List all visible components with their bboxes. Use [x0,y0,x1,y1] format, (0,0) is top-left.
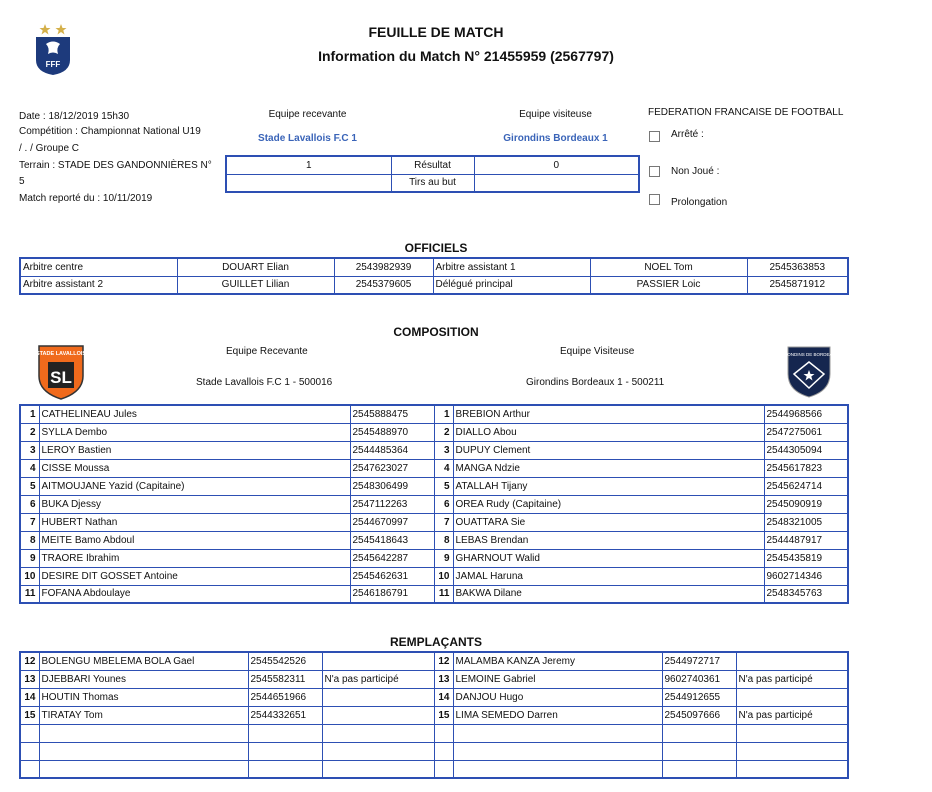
table-row [20,706,848,724]
away-sub-id [662,724,736,742]
match-terrain-1: Terrain : STADE DES GANDONNIÈRES N° [19,160,212,171]
composition-table [19,404,849,604]
table-row [20,477,848,495]
match-date: Date : 18/12/2019 15h30 [19,111,130,122]
home-player-number: 5 [20,477,39,495]
home-sub-note: N'a pas participé [322,670,434,688]
away-player-id: 2544487917 [764,531,848,549]
score-table [225,155,640,193]
away-player-id: 2544968566 [764,405,848,423]
home-sub-note [322,688,434,706]
table-row [20,549,848,567]
home-player-number: 9 [20,549,39,567]
svg-text:GIRONDINS DE BORDEAUX: GIRONDINS DE BORDEAUX [779,352,839,357]
away-sub-id: 2544972717 [662,652,736,670]
home-player-number: 2 [20,423,39,441]
page-subtitle: Information du Match N° 21455959 (2567797) [318,48,614,64]
home-sub-name: DJEBBARI Younes [39,670,248,688]
away-player-number: 9 [434,549,453,567]
home-player-id: 2545418643 [350,531,434,549]
home-player-name: LEROY Bastien [39,441,350,459]
away-sub-id [662,742,736,760]
away-sub-number: 13 [434,670,453,688]
table-row [20,459,848,477]
prolongation-label: Prolongation [671,197,728,208]
away-player-id: 2547275061 [764,423,848,441]
official-name: DOUART Elian [177,258,334,276]
away-player-name: ATALLAH Tijany [453,477,764,495]
away-player-number: 2 [434,423,453,441]
away-sub-name [453,760,662,778]
official-name: NOEL Tom [590,258,747,276]
table-row [20,652,848,670]
away-player-name: MANGA Ndzie [453,459,764,477]
away-player-name: BREBION Arthur [453,405,764,423]
composition-title: COMPOSITION [393,325,479,339]
match-competition-1: Compétition : Championnat National U19 [19,126,201,137]
home-player-name: TRAORE Ibrahim [39,549,350,567]
away-team-name: Girondins Bordeaux 1 [503,133,608,144]
away-player-id: 2545617823 [764,459,848,477]
home-player-number: 4 [20,459,39,477]
away-sub-note: N'a pas participé [736,706,848,724]
table-row [20,742,848,760]
home-player-id: 2547112263 [350,495,434,513]
home-sub-id: 2545542526 [248,652,322,670]
home-player-number: 11 [20,585,39,603]
away-sub-note [736,724,848,742]
away-sub-id [662,760,736,778]
table-row [20,441,848,459]
away-sub-note [736,688,848,706]
away-player-id: 2545090919 [764,495,848,513]
official-name: GUILLET Lilian [177,276,334,294]
home-sub-id [248,760,322,778]
home-player-number: 6 [20,495,39,513]
official-role: Arbitre centre [20,258,177,276]
away-sub-number [434,760,453,778]
away-sub-id: 2545097666 [662,706,736,724]
away-sub-id: 2544912655 [662,688,736,706]
away-player-number: 8 [434,531,453,549]
table-row [20,531,848,549]
svg-text:FFF: FFF [45,60,61,69]
away-sub-note [736,760,848,778]
away-player-number: 4 [434,459,453,477]
home-sub-name [39,760,248,778]
home-sub-id: 2545582311 [248,670,322,688]
official-id: 2545379605 [334,276,433,294]
official-id: 2543982939 [334,258,433,276]
home-player-name: HUBERT Nathan [39,513,350,531]
home-sub-name [39,724,248,742]
away-player-name: LEBAS Brendan [453,531,764,549]
away-player-name: OREA Rudy (Capitaine) [453,495,764,513]
away-sub-note [736,652,848,670]
table-row [20,567,848,585]
home-player-id: 2545888475 [350,405,434,423]
away-player-number: 6 [434,495,453,513]
official-role: Arbitre assistant 1 [433,258,590,276]
away-team-id: Girondins Bordeaux 1 - 500211 [526,377,665,388]
non-joue-label: Non Joué : [671,166,720,177]
away-player-id: 2548345763 [764,585,848,603]
home-player-name: SYLLA Dembo [39,423,350,441]
home-player-number: 3 [20,441,39,459]
home-player-name: CISSE Moussa [39,459,350,477]
officials-row [20,258,848,276]
away-player-name: OUATTARA Sie [453,513,764,531]
home-player-id: 2547623027 [350,459,434,477]
home-player-name: CATHELINEAU Jules [39,405,350,423]
away-player-number: 3 [434,441,453,459]
prolongation-checkbox[interactable] [649,194,660,205]
away-sub-name: DANJOU Hugo [453,688,662,706]
table-row [20,724,848,742]
home-recevante-label: Equipe Recevante [226,346,308,357]
away-sub-number: 12 [434,652,453,670]
home-player-id: 2544670997 [350,513,434,531]
home-sub-note [322,706,434,724]
away-sub-number [434,724,453,742]
official-id: 2545871912 [747,276,848,294]
home-sub-note [322,742,434,760]
arrete-label: Arrêté : [671,129,704,140]
away-player-id: 9602714346 [764,567,848,585]
official-name: PASSIER Loic [590,276,747,294]
home-score: 1 [226,156,391,174]
home-sub-note [322,652,434,670]
away-label: Equipe visiteuse [519,109,592,120]
home-sub-number [20,724,39,742]
away-sub-name [453,724,662,742]
away-player-name: BAKWA Dilane [453,585,764,603]
home-player-name: DESIRE DIT GOSSET Antoine [39,567,350,585]
away-player-name: JAMAL Haruna [453,567,764,585]
away-player-name: GHARNOUT Walid [453,549,764,567]
table-row [20,495,848,513]
table-row [20,405,848,423]
away-sub-number: 14 [434,688,453,706]
home-sub-number: 12 [20,652,39,670]
match-terrain-2: 5 [19,176,25,187]
bordeaux-logo [779,344,839,398]
home-player-id: 2548306499 [350,477,434,495]
home-sub-name [39,742,248,760]
home-sub-number: 13 [20,670,39,688]
table-row [20,585,848,603]
away-sub-number: 15 [434,706,453,724]
away-player-number: 1 [434,405,453,423]
away-player-id: 2548321005 [764,513,848,531]
away-sub-id: 9602740361 [662,670,736,688]
home-player-name: BUKA Djessy [39,495,350,513]
away-player-number: 10 [434,567,453,585]
home-player-name: AITMOUJANE Yazid (Capitaine) [39,477,350,495]
official-role: Délégué principal [433,276,590,294]
shootout-label: Tirs au but [391,174,474,192]
away-sub-name: LIMA SEMEDO Darren [453,706,662,724]
away-score: 0 [474,156,639,174]
away-player-name: DIALLO Abou [453,423,764,441]
away-sub-note [736,742,848,760]
home-sub-number: 15 [20,706,39,724]
home-sub-number [20,760,39,778]
away-player-id: 2545624714 [764,477,848,495]
home-sub-name: HOUTIN Thomas [39,688,248,706]
home-sub-number: 14 [20,688,39,706]
substitutes-title: REMPLAÇANTS [390,635,482,649]
svg-text:SL: SL [50,368,72,387]
home-player-number: 7 [20,513,39,531]
officials-table [19,257,849,295]
result-label: Résultat [391,156,474,174]
home-sub-name: TIRATAY Tom [39,706,248,724]
home-sub-note [322,760,434,778]
match-reported: Match reporté du : 10/11/2019 [19,193,153,204]
home-sub-id [248,742,322,760]
home-player-number: 1 [20,405,39,423]
table-row [20,688,848,706]
away-player-id: 2545435819 [764,549,848,567]
home-sub-number [20,742,39,760]
away-sub-name [453,742,662,760]
home-player-id: 2545462631 [350,567,434,585]
home-player-name: FOFANA Abdoulaye [39,585,350,603]
laval-logo [36,342,86,400]
home-sub-note [322,724,434,742]
away-visiteuse-label: Equipe Visiteuse [560,346,635,357]
home-team-name: Stade Lavallois F.C 1 [258,133,357,144]
table-row [20,670,848,688]
home-player-id: 2545488970 [350,423,434,441]
home-player-number: 10 [20,567,39,585]
officials-title: OFFICIELS [404,241,468,255]
away-player-number: 11 [434,585,453,603]
home-sub-id: 2544332651 [248,706,322,724]
table-row [20,423,848,441]
home-sub-name: BOLENGU MBELEMA BOLA Gael [39,652,248,670]
home-label: Equipe recevante [268,109,347,120]
federation-title: FEDERATION FRANCAISE DE FOOTBALL [648,107,844,118]
away-shootout [474,174,639,192]
non-joue-checkbox[interactable] [649,166,660,177]
away-player-number: 5 [434,477,453,495]
home-player-id: 2544485364 [350,441,434,459]
svg-text:STADE LAVALLOIS: STADE LAVALLOIS [35,351,87,357]
arrete-checkbox[interactable] [649,131,660,142]
table-row [20,760,848,778]
away-player-id: 2544305094 [764,441,848,459]
home-player-number: 8 [20,531,39,549]
home-sub-id: 2544651966 [248,688,322,706]
away-player-number: 7 [434,513,453,531]
table-row [20,513,848,531]
home-player-id: 2545642287 [350,549,434,567]
home-player-name: MEITE Bamo Abdoul [39,531,350,549]
official-role: Arbitre assistant 2 [20,276,177,294]
home-sub-id [248,724,322,742]
away-sub-number [434,742,453,760]
away-sub-name: LEMOINE Gabriel [453,670,662,688]
home-shootout [226,174,391,192]
officials-row [20,276,848,294]
away-sub-name: MALAMBA KANZA Jeremy [453,652,662,670]
official-id: 2545363853 [747,258,848,276]
home-team-id: Stade Lavallois F.C 1 - 500016 [196,377,333,388]
match-competition-2: / . / Groupe C [19,143,80,154]
away-sub-note: N'a pas participé [736,670,848,688]
home-player-id: 2546186791 [350,585,434,603]
substitutes-table [19,651,849,779]
page-title: FEUILLE DE MATCH [368,24,504,40]
away-player-name: DUPUY Clement [453,441,764,459]
